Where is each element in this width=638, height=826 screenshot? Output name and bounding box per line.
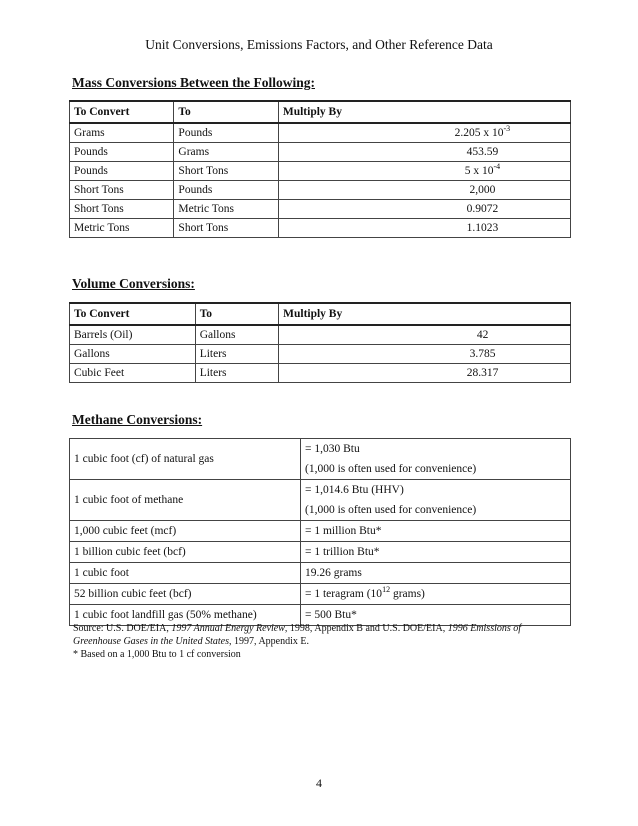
table-row xyxy=(70,563,571,584)
from-unit: Pounds xyxy=(70,143,174,162)
methane-conversion-table xyxy=(69,438,571,626)
equivalent: = 500 Btu* xyxy=(301,605,571,626)
page-header: Unit Conversions, Emissions Factors, and Other Reference Data xyxy=(145,37,493,52)
to-unit: Liters xyxy=(195,345,278,364)
table-row xyxy=(70,542,571,563)
table-row xyxy=(70,162,571,181)
to-unit: Gallons xyxy=(195,325,278,345)
equivalent: = 1 million Btu* xyxy=(301,521,571,542)
volume-conversion-table xyxy=(69,302,571,383)
quantity: 1 billion cubic feet (bcf) xyxy=(70,542,301,563)
column-header: Multiply By xyxy=(278,101,570,123)
multiplier: 0.9072 xyxy=(278,200,570,219)
multiplier: 42 xyxy=(279,325,571,345)
multiplier: 2.205 x $10^{-3}$ xyxy=(278,123,570,143)
multiplier: 453.59 xyxy=(278,143,570,162)
column-header: Multiply By xyxy=(279,303,571,325)
column-header: To xyxy=(195,303,278,325)
page-number: 4 xyxy=(316,776,322,790)
to-unit: Pounds xyxy=(174,123,278,143)
column-header: To Convert xyxy=(70,303,196,325)
equivalent: 19.26 grams xyxy=(301,563,571,584)
table-row xyxy=(70,364,571,383)
footnote: * Based on a 1,000 Btu to 1 cf conversion xyxy=(73,649,241,660)
to-unit: Grams xyxy=(174,143,278,162)
table-row xyxy=(70,345,571,364)
to-unit: Metric Tons xyxy=(174,200,278,219)
multiplier: 3.785 xyxy=(279,345,571,364)
quantity: 1 cubic foot of methane xyxy=(70,480,301,521)
multiplier: 2,000 xyxy=(278,181,570,200)
methane-section-title: Methane Conversions: xyxy=(72,412,203,427)
multiplier: 1.1023 xyxy=(278,219,570,238)
from-unit: Short Tons xyxy=(70,200,174,219)
to-unit: Pounds xyxy=(174,181,278,200)
table-header-row xyxy=(70,303,571,325)
from-unit: Cubic Feet xyxy=(70,364,196,383)
quantity: 1 cubic foot (cf) of natural gas xyxy=(70,439,301,480)
source-citation: Source: U.S. DOE/EIA, 1997 Annual Energy Review, 1998, Appendix B and U.S. DOE/EIA, 1996 Emissions of Greenhouse Gases in the United States, 1997, Appendix E. * Based on a 1,000 Btu to 1 cf conversion xyxy=(73,623,522,660)
from-unit: Pounds xyxy=(70,162,174,181)
mass-conversion-table xyxy=(69,100,571,238)
table-row xyxy=(70,200,571,219)
equivalent: = 1 teragram ($10^{12}$ grams) xyxy=(301,584,571,605)
from-unit: Barrels (Oil) xyxy=(70,325,196,345)
mass-section-title: Mass Conversions Between the Following: xyxy=(72,75,315,90)
to-unit: Short Tons xyxy=(174,219,278,238)
from-unit: Short Tons xyxy=(70,181,174,200)
column-header: To xyxy=(174,101,278,123)
equivalent: = 1 trillion Btu* xyxy=(301,542,571,563)
from-unit: Gallons xyxy=(70,345,196,364)
from-unit: Metric Tons xyxy=(70,219,174,238)
to-unit: Liters xyxy=(195,364,278,383)
table-row xyxy=(70,143,571,162)
table-row xyxy=(70,439,571,480)
table-row xyxy=(70,521,571,542)
table-row xyxy=(70,219,571,238)
table-row xyxy=(70,123,571,143)
table-row xyxy=(70,325,571,345)
column-header: To Convert xyxy=(70,101,174,123)
table-row xyxy=(70,181,571,200)
equivalent: = 1,030 Btu (1,000 is often used for convenience) xyxy=(301,439,571,480)
volume-section-title: Volume Conversions: xyxy=(72,276,195,291)
from-unit: Grams xyxy=(70,123,174,143)
to-unit: Short Tons xyxy=(174,162,278,181)
quantity: 52 billion cubic feet (bcf) xyxy=(70,584,301,605)
quantity: 1 cubic foot xyxy=(70,563,301,584)
table-row xyxy=(70,584,571,605)
equivalent: = 1,014.6 Btu (HHV) (1,000 is often used for convenience) xyxy=(301,480,571,521)
table-header-row xyxy=(70,101,571,123)
multiplier: 28.317 xyxy=(279,364,571,383)
table-row xyxy=(70,480,571,521)
quantity: 1 cubic foot landfill gas (50% methane) xyxy=(70,605,301,626)
quantity: 1,000 cubic feet (mcf) xyxy=(70,521,301,542)
multiplier: 5 x $10^{-4}$ xyxy=(278,162,570,181)
